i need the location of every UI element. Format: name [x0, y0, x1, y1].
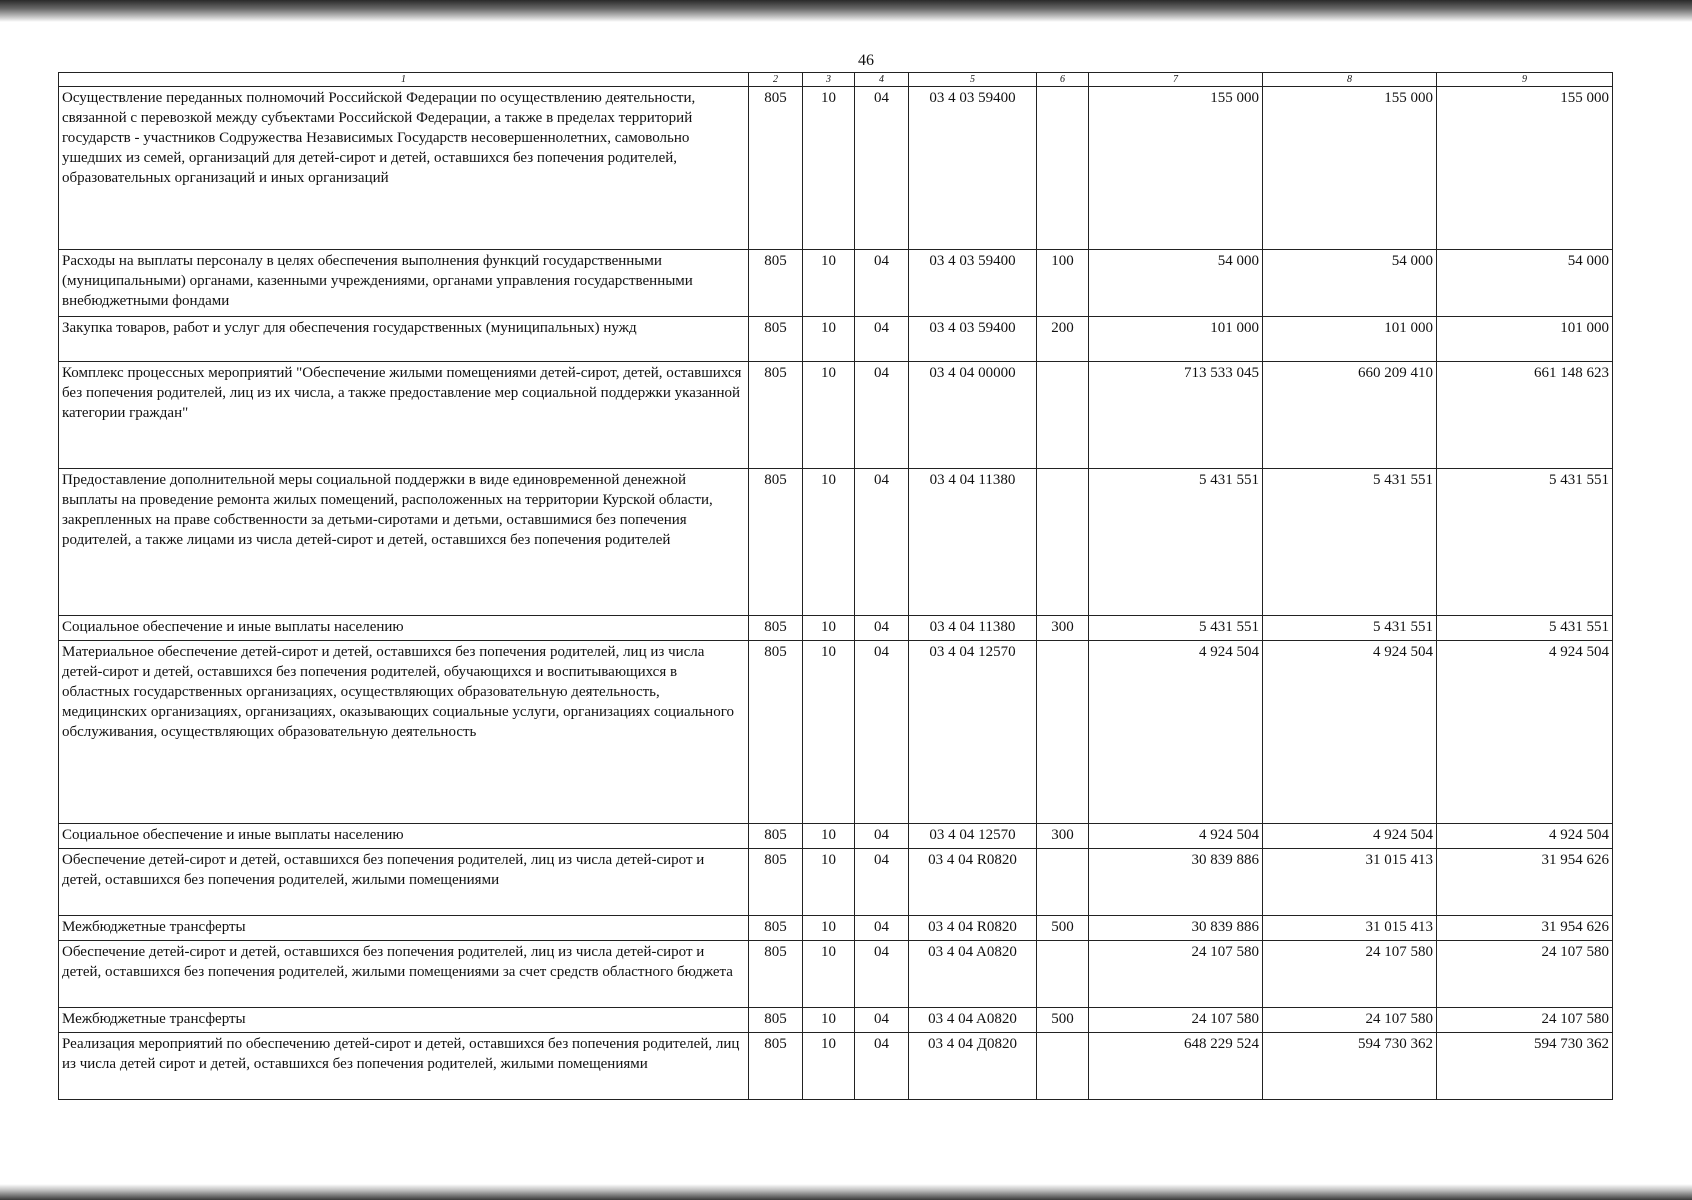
- amount-col-9: 24 107 580: [1437, 1008, 1613, 1033]
- row-description: Комплекс процессных мероприятий "Обеспечение жилыми помещениями детей-сирот, детей, оставшихся без попечения родителей, лиц из их числа, а также предоставление мер социальной поддержки указанной категории граждан": [59, 362, 749, 469]
- ministry-code: 805: [749, 916, 803, 941]
- row-description: Осуществление переданных полномочий Российской Федерации по осуществлению деятельности, связанной с перевозкой между субъектами Российской Федерации, а также в пределах территорий государств - участников Содружества Независимых Государств несовершеннолетних, самовольно ушедших из семей, организаций для детей-сирот и детей, оставшихся без попечения родителей, образовательных организаций и иных организаций: [59, 87, 749, 250]
- row-description: Социальное обеспечение и иные выплаты населению: [59, 824, 749, 849]
- ministry-code: 805: [749, 641, 803, 824]
- ministry-code: 805: [749, 849, 803, 916]
- amount-col-8: 660 209 410: [1263, 362, 1437, 469]
- amount-col-7: 5 431 551: [1089, 469, 1263, 616]
- row-description: Межбюджетные трансферты: [59, 916, 749, 941]
- row-description: Межбюджетные трансферты: [59, 1008, 749, 1033]
- subsection-code: 04: [855, 362, 909, 469]
- table-row: [59, 250, 1613, 317]
- section-code: 10: [803, 1033, 855, 1100]
- column-header: 9: [1437, 73, 1613, 87]
- amount-col-8: 594 730 362: [1263, 1033, 1437, 1100]
- subsection-code: 04: [855, 641, 909, 824]
- expense-type-code: 200: [1037, 317, 1089, 362]
- table-row: [59, 941, 1613, 1008]
- section-code: 10: [803, 250, 855, 317]
- ministry-code: 805: [749, 616, 803, 641]
- expense-type-code: [1037, 362, 1089, 469]
- scan-edge-top: [0, 0, 1692, 22]
- amount-col-7: 4 924 504: [1089, 641, 1263, 824]
- amount-col-9: 661 148 623: [1437, 362, 1613, 469]
- section-code: 10: [803, 941, 855, 1008]
- ministry-code: 805: [749, 1033, 803, 1100]
- section-code: 10: [803, 469, 855, 616]
- target-article-code: 03 4 03 59400: [909, 87, 1037, 250]
- target-article-code: 03 4 04 R0820: [909, 849, 1037, 916]
- amount-col-9: 5 431 551: [1437, 469, 1613, 616]
- amount-col-7: 713 533 045: [1089, 362, 1263, 469]
- section-code: 10: [803, 616, 855, 641]
- row-description: Закупка товаров, работ и услуг для обеспечения государственных (муниципальных) нужд: [59, 317, 749, 362]
- amount-col-7: 5 431 551: [1089, 616, 1263, 641]
- expense-type-code: [1037, 641, 1089, 824]
- row-description: Предоставление дополнительной меры социальной поддержки в виде единовременной денежной выплаты на проведение ремонта жилых помещений, расположенных на территории Курской области, закрепленных на праве собственности за детьми-сиротами и детьми, оставшимися без попечения родителей, а также лицами из числа детей-сирот и детей, оставшихся без попечения родителей: [59, 469, 749, 616]
- target-article-code: 03 4 03 59400: [909, 317, 1037, 362]
- subsection-code: 04: [855, 941, 909, 1008]
- column-header: 8: [1263, 73, 1437, 87]
- amount-col-9: 5 431 551: [1437, 616, 1613, 641]
- section-code: 10: [803, 916, 855, 941]
- section-code: 10: [803, 362, 855, 469]
- subsection-code: 04: [855, 87, 909, 250]
- amount-col-9: 31 954 626: [1437, 849, 1613, 916]
- target-article-code: 03 4 03 59400: [909, 250, 1037, 317]
- table-row: [59, 469, 1613, 616]
- column-header: 1: [59, 73, 749, 87]
- header-row: [59, 73, 1613, 87]
- table-row: [59, 641, 1613, 824]
- section-code: 10: [803, 824, 855, 849]
- target-article-code: 03 4 04 00000: [909, 362, 1037, 469]
- table-row: [59, 849, 1613, 916]
- column-header: 6: [1037, 73, 1089, 87]
- column-header: 4: [855, 73, 909, 87]
- target-article-code: 03 4 04 12570: [909, 824, 1037, 849]
- subsection-code: 04: [855, 849, 909, 916]
- target-article-code: 03 4 04 A0820: [909, 1008, 1037, 1033]
- expense-type-code: [1037, 941, 1089, 1008]
- amount-col-7: 24 107 580: [1089, 1008, 1263, 1033]
- table-row: [59, 362, 1613, 469]
- table-row: [59, 616, 1613, 641]
- table-row: [59, 87, 1613, 250]
- expense-type-code: [1037, 87, 1089, 250]
- column-header: 3: [803, 73, 855, 87]
- expense-type-code: 300: [1037, 616, 1089, 641]
- amount-col-8: 4 924 504: [1263, 641, 1437, 824]
- section-code: 10: [803, 849, 855, 916]
- expense-type-code: [1037, 849, 1089, 916]
- ministry-code: 805: [749, 317, 803, 362]
- amount-col-7: 101 000: [1089, 317, 1263, 362]
- amount-col-8: 101 000: [1263, 317, 1437, 362]
- subsection-code: 04: [855, 250, 909, 317]
- column-header: 7: [1089, 73, 1263, 87]
- table-row: [59, 916, 1613, 941]
- amount-col-8: 155 000: [1263, 87, 1437, 250]
- target-article-code: 03 4 04 Д0820: [909, 1033, 1037, 1100]
- section-code: 10: [803, 1008, 855, 1033]
- ministry-code: 805: [749, 941, 803, 1008]
- amount-col-7: 24 107 580: [1089, 941, 1263, 1008]
- amount-col-9: 101 000: [1437, 317, 1613, 362]
- column-header: 2: [749, 73, 803, 87]
- amount-col-8: 5 431 551: [1263, 616, 1437, 641]
- row-description: Обеспечение детей-сирот и детей, оставшихся без попечения родителей, лиц из числа детей-сирот и детей, оставшихся без попечения родителей, жилыми помещениями: [59, 849, 749, 916]
- target-article-code: 03 4 04 11380: [909, 469, 1037, 616]
- amount-col-8: 4 924 504: [1263, 824, 1437, 849]
- subsection-code: 04: [855, 1008, 909, 1033]
- table-row: [59, 1008, 1613, 1033]
- ministry-code: 805: [749, 824, 803, 849]
- budget-table: [58, 72, 1613, 1100]
- amount-col-9: 155 000: [1437, 87, 1613, 250]
- table-row: [59, 1033, 1613, 1100]
- expense-type-code: [1037, 469, 1089, 616]
- amount-col-8: 54 000: [1263, 250, 1437, 317]
- row-description: Расходы на выплаты персоналу в целях обеспечения выполнения функций государственными (муниципальными) органами, казенными учреждениями, органами управления государственными внебюджетными фондами: [59, 250, 749, 317]
- amount-col-9: 594 730 362: [1437, 1033, 1613, 1100]
- row-description: Обеспечение детей-сирот и детей, оставшихся без попечения родителей, лиц из числа детей-сирот и детей, оставшихся без попечения родителей, жилыми помещениями за счет средств областного бюджета: [59, 941, 749, 1008]
- scan-edge-bottom: [0, 1184, 1692, 1200]
- subsection-code: 04: [855, 616, 909, 641]
- page-number: 46: [858, 52, 874, 69]
- row-description: Материальное обеспечение детей-сирот и детей, оставшихся без попечения родителей, лиц из числа детей-сирот и детей, оставшихся без попечения родителей, обучающихся и воспитывающихся в областных государственных организациях, осуществляющих образовательную деятельность, медицинских организациях, организациях, оказывающих социальные услуги, организациях социального обслуживания, осуществляющих образовательную деятельность: [59, 641, 749, 824]
- amount-col-8: 24 107 580: [1263, 1008, 1437, 1033]
- section-code: 10: [803, 87, 855, 250]
- target-article-code: 03 4 04 12570: [909, 641, 1037, 824]
- amount-col-8: 5 431 551: [1263, 469, 1437, 616]
- amount-col-7: 30 839 886: [1089, 849, 1263, 916]
- table-row: [59, 317, 1613, 362]
- expense-type-code: 500: [1037, 1008, 1089, 1033]
- subsection-code: 04: [855, 1033, 909, 1100]
- row-description: Реализация мероприятий по обеспечению детей-сирот и детей, оставшихся без попечения родителей, лиц из числа детей сирот и детей, оставшихся без попечения родителей, жилыми помещениями: [59, 1033, 749, 1100]
- amount-col-7: 155 000: [1089, 87, 1263, 250]
- amount-col-8: 31 015 413: [1263, 916, 1437, 941]
- amount-col-7: 4 924 504: [1089, 824, 1263, 849]
- amount-col-9: 24 107 580: [1437, 941, 1613, 1008]
- row-description: Социальное обеспечение и иные выплаты населению: [59, 616, 749, 641]
- ministry-code: 805: [749, 87, 803, 250]
- amount-col-9: 31 954 626: [1437, 916, 1613, 941]
- ministry-code: 805: [749, 362, 803, 469]
- subsection-code: 04: [855, 317, 909, 362]
- subsection-code: 04: [855, 824, 909, 849]
- section-code: 10: [803, 317, 855, 362]
- amount-col-7: 54 000: [1089, 250, 1263, 317]
- amount-col-9: 54 000: [1437, 250, 1613, 317]
- table-row: [59, 824, 1613, 849]
- ministry-code: 805: [749, 1008, 803, 1033]
- amount-col-7: 648 229 524: [1089, 1033, 1263, 1100]
- subsection-code: 04: [855, 469, 909, 616]
- amount-col-9: 4 924 504: [1437, 641, 1613, 824]
- expense-type-code: [1037, 1033, 1089, 1100]
- target-article-code: 03 4 04 A0820: [909, 941, 1037, 1008]
- amount-col-7: 30 839 886: [1089, 916, 1263, 941]
- column-header: 5: [909, 73, 1037, 87]
- section-code: 10: [803, 641, 855, 824]
- amount-col-8: 24 107 580: [1263, 941, 1437, 1008]
- ministry-code: 805: [749, 469, 803, 616]
- amount-col-9: 4 924 504: [1437, 824, 1613, 849]
- expense-type-code: 100: [1037, 250, 1089, 317]
- subsection-code: 04: [855, 916, 909, 941]
- amount-col-8: 31 015 413: [1263, 849, 1437, 916]
- expense-type-code: 300: [1037, 824, 1089, 849]
- target-article-code: 03 4 04 11380: [909, 616, 1037, 641]
- target-article-code: 03 4 04 R0820: [909, 916, 1037, 941]
- ministry-code: 805: [749, 250, 803, 317]
- expense-type-code: 500: [1037, 916, 1089, 941]
